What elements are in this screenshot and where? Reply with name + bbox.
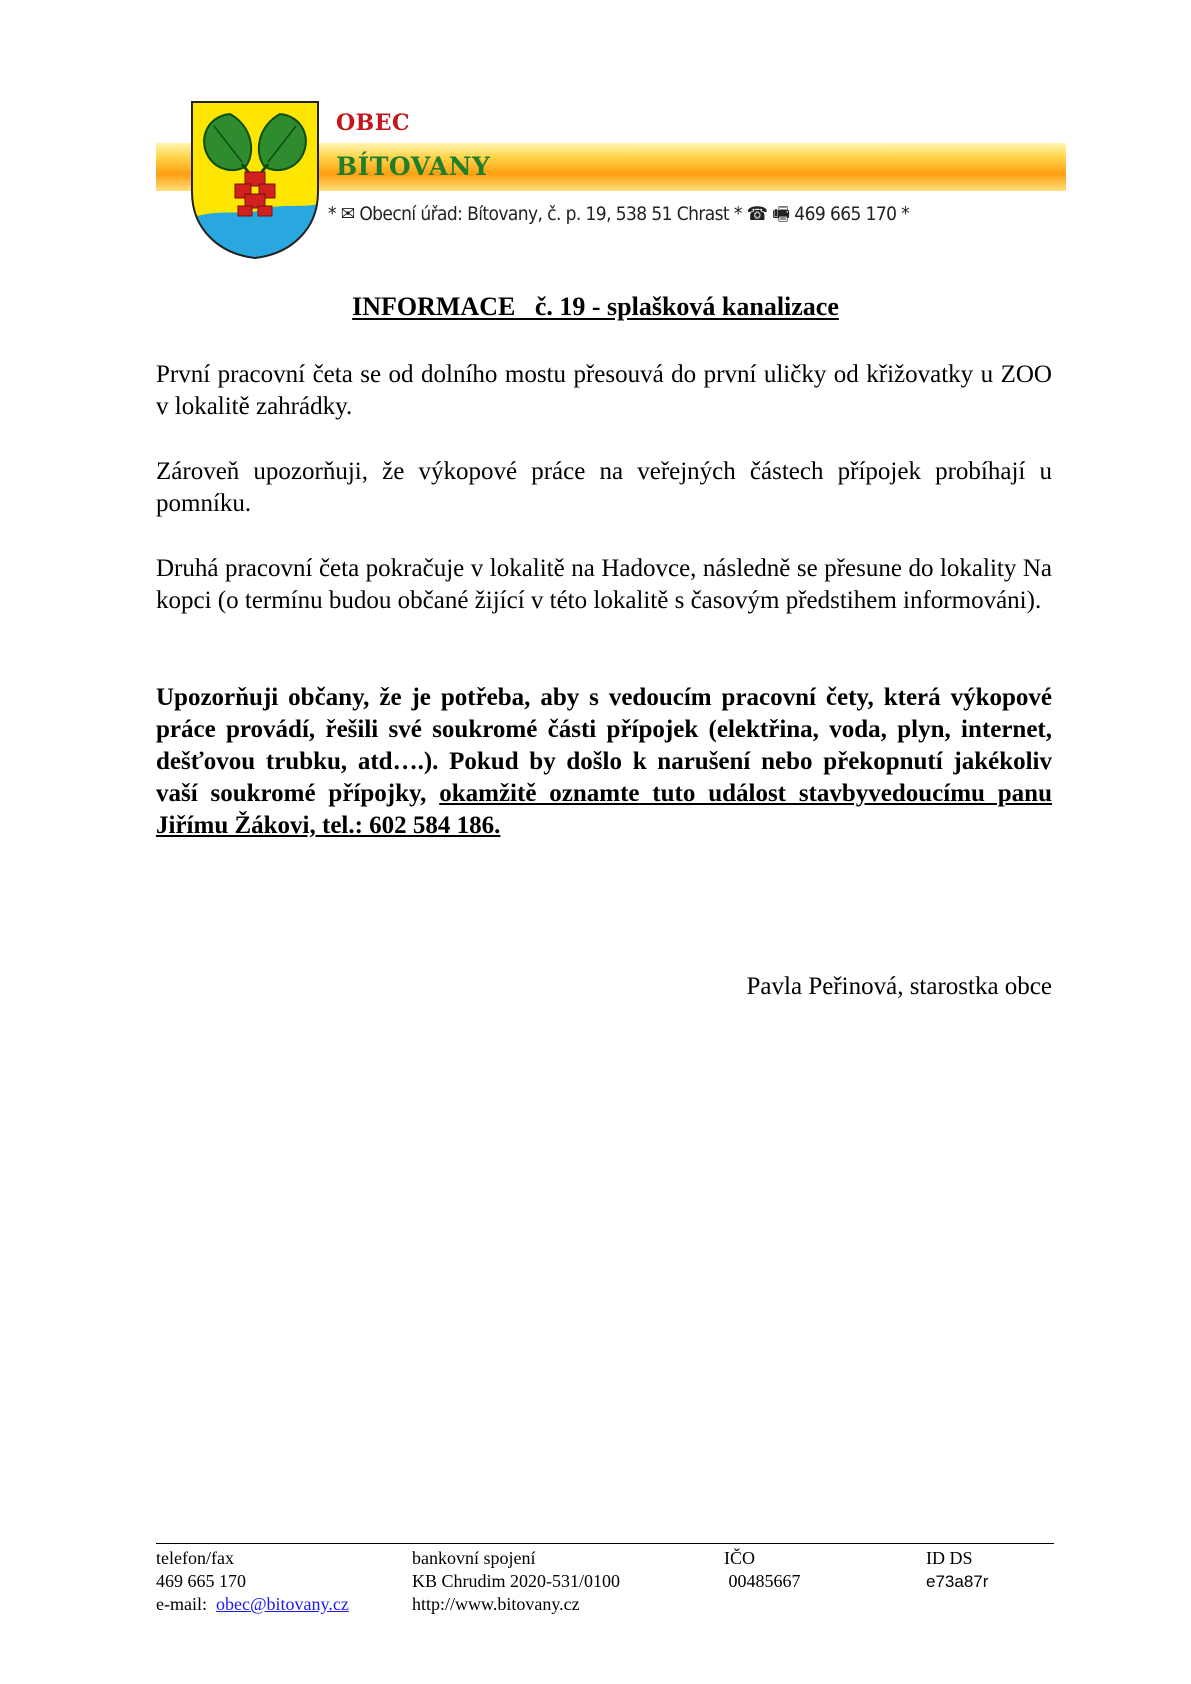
paragraph-warning: [156, 682, 1052, 842]
document-title-text: INFORMACE č. 19 - splašková kanalizace: [352, 292, 839, 321]
footer-bank-value: KB Chrudim 2020-531/0100: [412, 1571, 621, 1591]
municipality-name: BÍTOVANY: [336, 152, 491, 181]
footer-ico-label: IČO: [724, 1548, 755, 1568]
paragraph-excavation-notice: Zároveň upozorňuji, že výkopové práce na veřejných částech přípojek probíhají u pomníku.: [156, 458, 1052, 517]
footer-idds-value: e73a87r: [926, 1572, 989, 1591]
signature: Pavla Peřinová, starostka obce: [746, 973, 1052, 1000]
footer-phone-label: telefon/fax: [156, 1548, 234, 1568]
letterhead: [156, 96, 1066, 266]
footer-bank-label: bankovní spojení: [412, 1548, 536, 1568]
footer-bank-column: [412, 1547, 620, 1616]
footer-email-label: e-mail:: [156, 1594, 207, 1614]
document-title: [0, 292, 1191, 322]
footer-idds-column: [926, 1547, 988, 1593]
paragraph-second-crew: Druhá pracovní četa pokračuje v lokalitě na Hadovce, následně se přesune do lokality Na kopci (o termínu budou občané žijící v této lokalitě s časovým předstihem informováni).: [156, 555, 1052, 614]
footer-email-row: [156, 1593, 349, 1616]
footer-ico-value: 00485667: [724, 1571, 801, 1591]
footer-contact-column: [156, 1547, 349, 1616]
office-address-line: * ✉ Obecní úřad: Bítovany, č. p. 19, 538 51 Chrast * ☎ 🖷 469 665 170 *: [328, 203, 910, 225]
warning-contact-underlined: okamžitě oznamte tuto událost stavbyvedoucímu panu Jiřímu Žákovi, tel.: 602 584 186.: [156, 780, 1052, 839]
footer-phone-value: 469 665 170: [156, 1571, 246, 1591]
paragraph-first-crew: První pracovní četa se od dolního mostu přesouvá do první uličky od křižovatky u ZOO v lokalitě zahrádky.: [156, 361, 1052, 420]
footer-idds-label: ID DS: [926, 1548, 973, 1568]
footer-ico-column: [724, 1547, 801, 1593]
warning-text: Upozorňuji občany, že je potřeba, aby s vedoucím pracovní čety, která výkopové práce provádí, řešili své soukromé části přípojek (elektřina, voda, plyn, internet, dešťovou trubku, atd….). Pokud by došlo k narušení nebo překopnutí jakékoliv vaší soukromé přípojky,: [156, 684, 1052, 807]
municipal-coat-of-arms-icon: [190, 100, 320, 260]
footer-website[interactable]: http://www.bitovany.cz: [412, 1594, 580, 1614]
municipality-label: OBEC: [336, 110, 411, 136]
footer-email-link[interactable]: obec@bitovany.cz: [215, 1594, 349, 1614]
footer-divider: [156, 1543, 1054, 1544]
